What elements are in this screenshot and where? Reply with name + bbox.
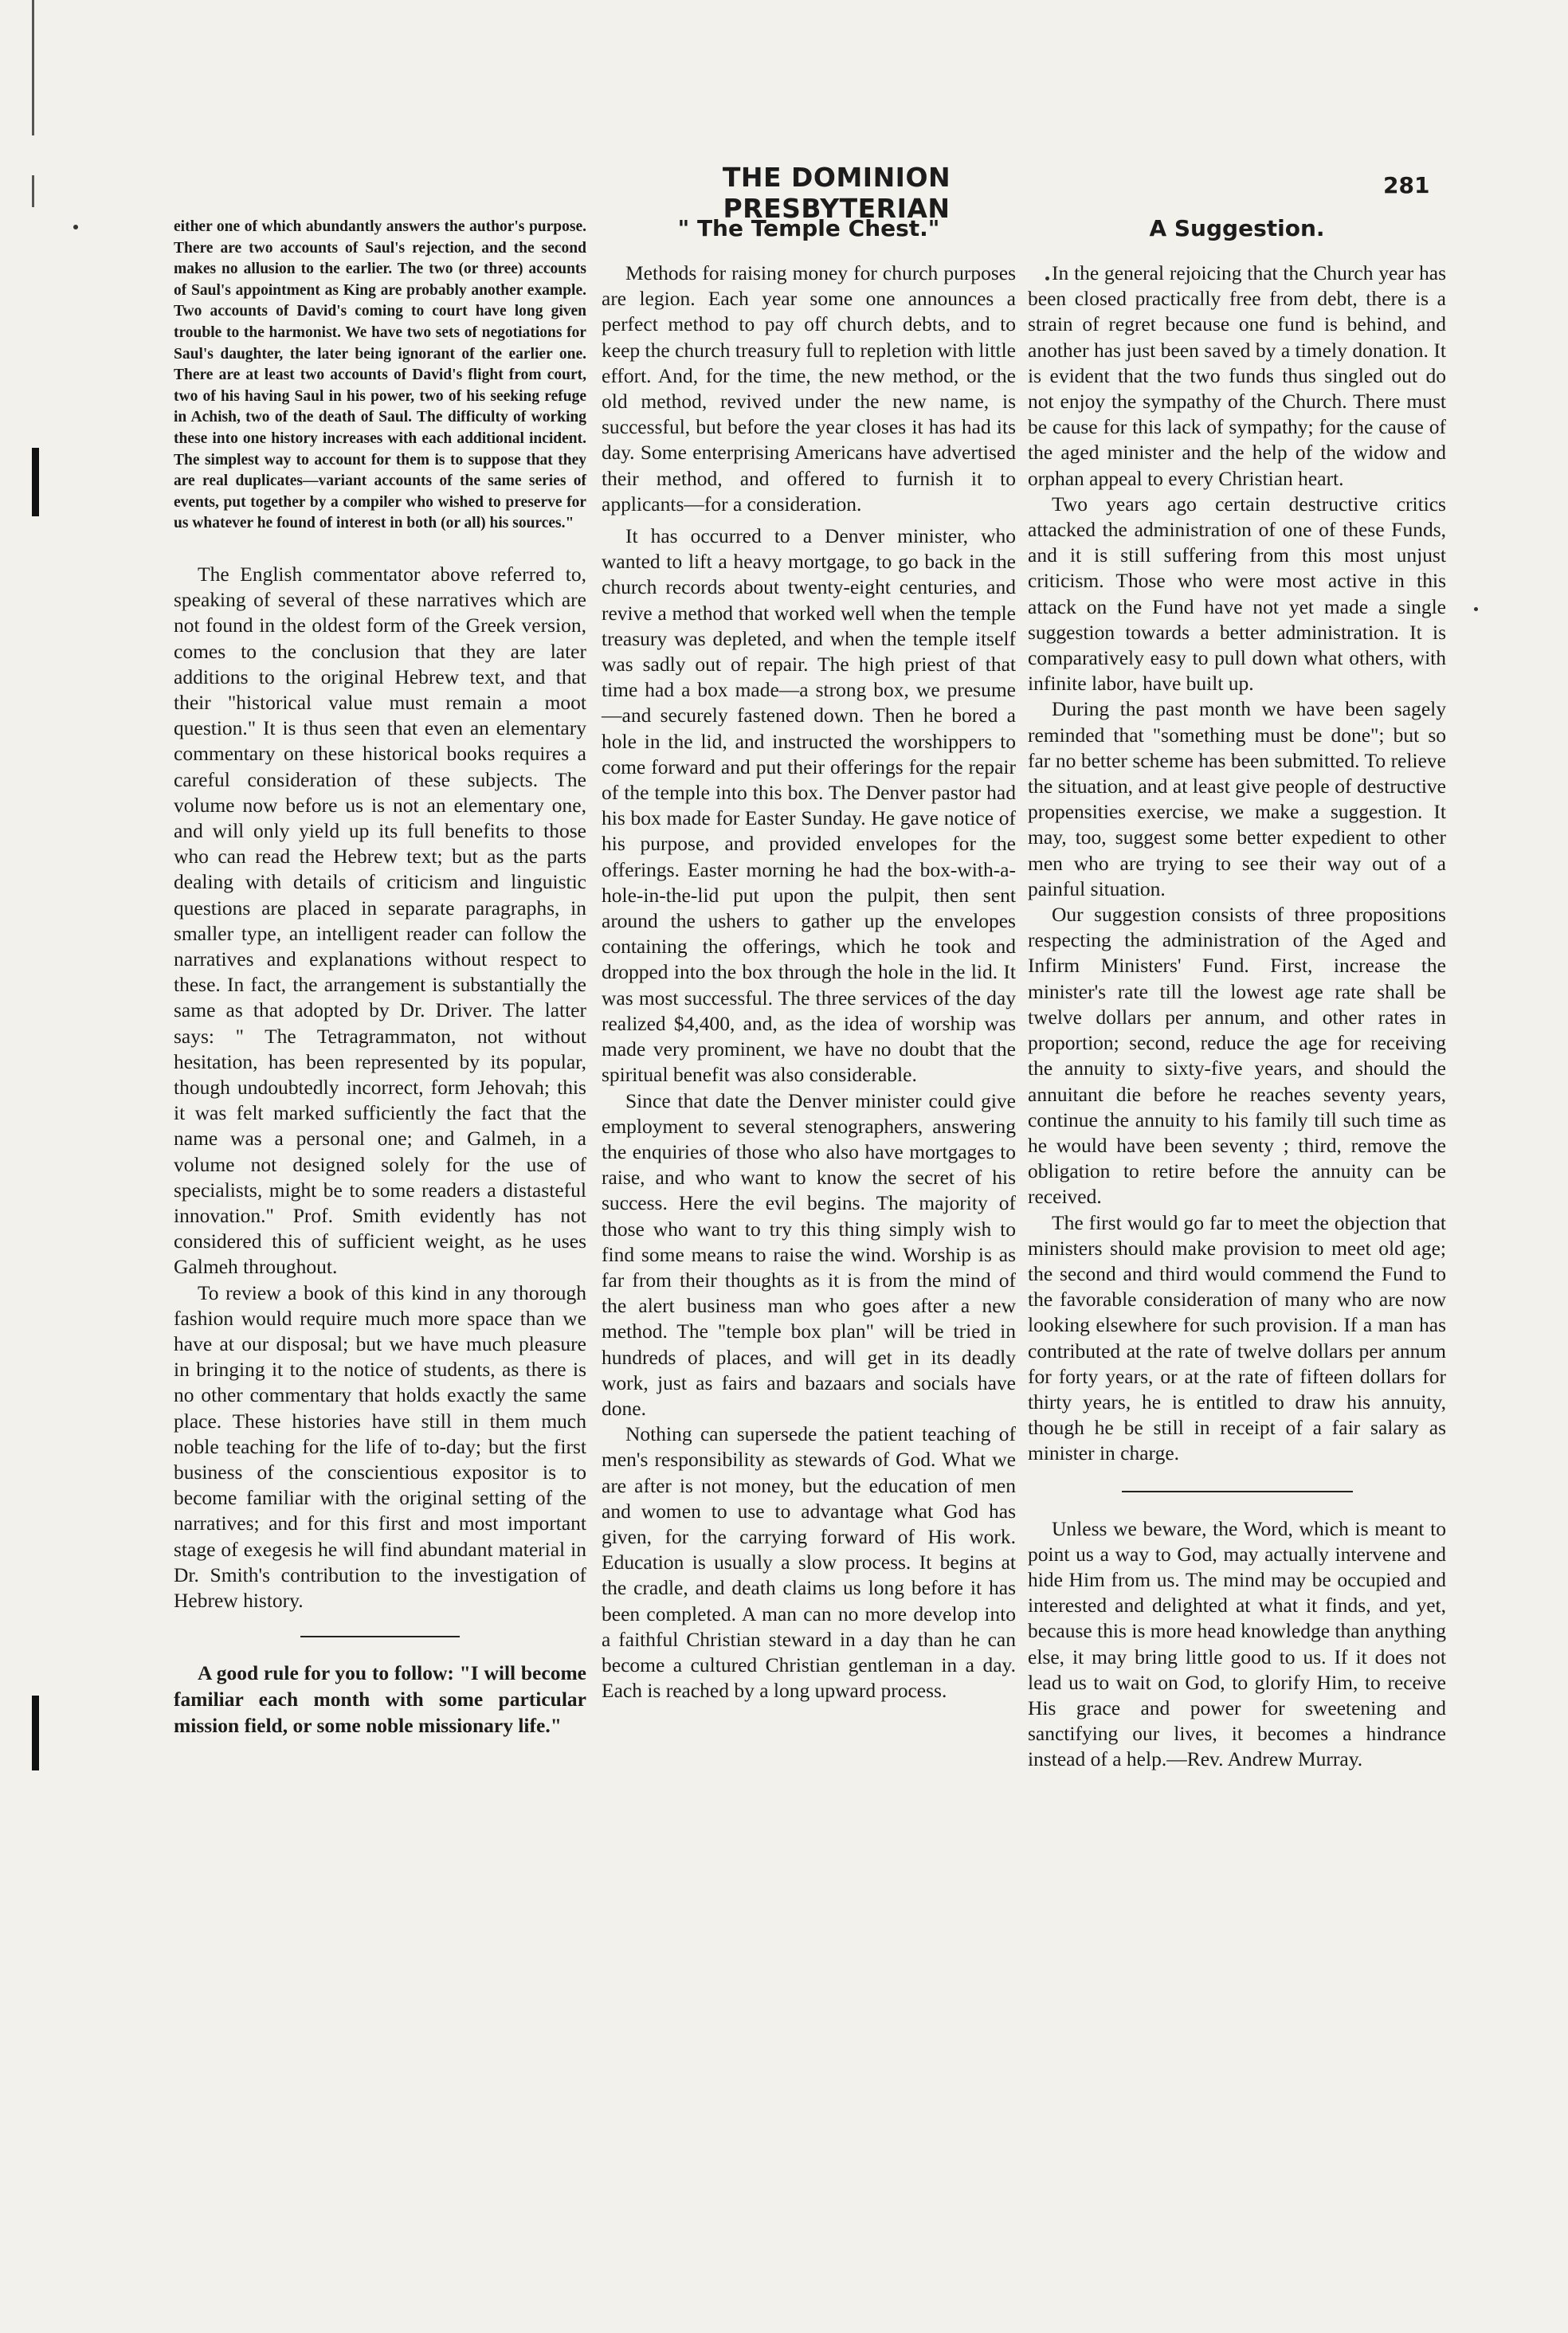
scan-speck	[1474, 607, 1478, 611]
article-heading-suggestion: A Suggestion.	[1149, 215, 1325, 241]
article-heading-temple-chest: " The Temple Chest."	[677, 215, 940, 241]
suggestion-paragraph-4: Our suggestion consists of three propositions respecting the administration of the Aged and Infirm Ministers' Fund. First, increase the minister's rate till the lowest age rate shall be twelve dollars per annum, and other rates in proportion; second, reduce the age for receiving the annuity to sixty-five years, and should the annuitant die before he reaches seventy years, continue the annuity to his family till such time as he would have been seventy ; third, remove the obligation to retire before the annuity can be received.	[1028, 903, 1446, 1209]
scan-speck	[1045, 276, 1049, 280]
temple-chest-paragraph-2: It has occurred to a Denver minister, who wanted to lift a heavy mortgage, to go back in the church records about twenty-eight centuries, and revive a method that worked well when the temple treasury was depleted, and when the temple itself was sadly out of repair. The high priest of that time had a box made—a strong box, we presume —and securely fastened down. Then he bored a hole in the lid, and instructed the worshippers to come forward and put their offerings for the repair of the temple into this box. The Denver pastor had his box made for Easter Sunday. He gave notice of his purpose, and provided envelopes for the offerings. Easter morning he had the box-with-a-hole-in-the-lid put upon the pulpit, then sent around the ushers to gather up the envelopes containing the offerings, which he took and dropped into the box through the hole in the lid. It was most successful. The three services of the day realized $4,400, and, as the idea of worship was made very prominent, we have no doubt that the spiritual benefit was also considerable.	[602, 524, 1016, 1087]
page-number: 281	[1383, 172, 1430, 198]
column-left	[174, 217, 586, 1739]
page-title: THE DOMINION PRESBYTERIAN	[722, 162, 951, 224]
temple-chest-paragraph-3: Since that date the Denver minister could give employment to several stenographers, answering the enquiries of those who also have mortgages to raise, and who want to know the secret of his success. Here the evil begins. The majority of those who want to try this thing simply wish to find some means to raise the wind. Worship is as far from their thoughts as it is from the mind of the alert business man who goes after a new method. The "temple box plan" will be tried in hundreds of places, and will get in its deadly work, just as fairs and bazaars and socials have done.	[602, 1088, 1016, 1420]
scan-mark	[32, 448, 39, 516]
review-paragraph-1: The English commentator above referred to, speaking of several of these narratives which are not found in the oldest form of the Greek version, comes to the conclusion that they are later additions to the original Hebrew text, and that their "historical value must remain a moot question." It is thus seen that even an elementary commentary on these historical books requires a careful consideration of these subjects. The volume now before us is not an elementary one, and will only yield up its full benefits to those who can read the Hebrew text; but as the parts dealing with details of criticism and linguistic questions are placed in separate paragraphs, in smaller type, an intelligent reader can follow the narratives and explanations without respect to these. In fact, the arrangement is substantially the same as that adopted by Dr. Driver. The latter says: " The Tetragrammaton, not without hesitation, has been represented by its popular, though undoubtedly incorrect, form Jehovah; this it was felt marked sufficiently the fact that the name was a personal one; and Galmeh, in a volume not designed solely for the use of specialists, might be to some readers a distasteful innovation." Prof. Smith evidently has not considered this of sufficient weight, as he uses Galmeh throughout.	[174, 562, 586, 1279]
scan-mark	[32, 175, 34, 207]
suggestion-paragraph-2: Two years ago certain destructive critics attacked the administration of one of these Funds, and it is still suffering from this most unjust criticism. Those who were most active in this attack on the Fund have not yet made a single suggestion towards a better administration. It is comparatively easy to pull down what others, with infinite labor, have built up.	[1028, 492, 1446, 696]
suggestion-paragraph-3: During the past month we have been sagely reminded that "something must be done"; but so far no better scheme has been submitted. To relieve the situation, and at least give people of destructive propensities exercise, we make a suggestion. It may, too, suggest some better expedient to other men who are trying to see their way out of a painful situation.	[1028, 697, 1446, 900]
mission-rule-note: A good rule for you to follow: "I will become familiar each month with some particular mission field, or some noble missionary life."	[174, 1661, 586, 1738]
temple-chest-paragraph-4: Nothing can supersede the patient teaching of men's responsibility as stewards of God. What we are after is not money, but the education of men and women to use to advantage what God has given, for the carrying forward of His work. Education is usually a slow process. It begins at the cradle, and death claims us long before it has been completed. A man can no more develop into a faithful Christian steward in a day than he can become a cultured Christian gentleman in a day. Each is reached by a long upward process.	[602, 1422, 1016, 1703]
suggestion-paragraph-1: In the general rejoicing that the Church year has been closed practically free from debt, there is a strain of regret because one fund is behind, and another has just been saved by a timely donation. It is evident that the two funds thus singled out do not enjoy the sympathy of the Church. There must be cause for this lack of sympathy; for the cause of the aged minister and the help of the widow and orphan appeal to every Christian heart.	[1028, 261, 1446, 490]
scan-speck	[73, 225, 78, 229]
quoted-passage: either one of which abundantly answers the author's purpose. There are two accounts of Saul's rejection, and the second makes no allusion to the earlier. The two (or three) accounts of Saul's appointment as King are probably another example. Two accounts of David's coming to court have long given trouble to the harmonist. We have two sets of negotiations for Saul's daughter, the later being ignorant of the earlier one. There are at least two accounts of David's flight from court, two of his having Saul in his power, two of his seeking refuge in Achish, two of the death of Saul. The difficulty of working these into one history increases with each additional incident. The simplest way to account for them is to suppose that they are real duplicates—variant accounts of the same series of events, put together by a compiler who wished to preserve for us whatever he found of interest in both (or all) his sources."	[174, 218, 586, 532]
scan-mark	[32, 1696, 39, 1770]
scan-mark	[32, 0, 34, 135]
murray-quote: Unless we beware, the Word, which is meant to point us a way to God, may actually intervene and hide Him from us. The mind may be occupied and interested and delighted at what it finds, and yet, because this is more head knowledge than anything else, it may bring little good to us. If it does not lead us to wait on God, to glorify Him, to receive His grace and power for sweetening and sanctifying our lives, it becomes a hindrance instead of a help.—Rev. Andrew Murray.	[1028, 1516, 1446, 1771]
column-middle	[602, 215, 1016, 1704]
column-right	[1028, 215, 1446, 1773]
review-paragraph-2: To review a book of this kind in any thorough fashion would require much more space than we have at our disposal; but we have much pleasure in bringing it to the notice of students, as there is no other commentary that holds exactly the same place. These histories have still in them much noble teaching for the life of to-day; but the first business of the conscientious expositor is to become familiar with the original setting of the narratives; and for this first and most important stage of exegesis he will find abundant material in Dr. Smith's contribution to the investigation of Hebrew history.	[174, 1280, 586, 1613]
suggestion-paragraph-5: The first would go far to meet the objection that ministers should make provision to meet old age; the second and third would commend the Fund to the favorable consideration of many who are now looking elsewhere for such provision. If a man has contributed at the rate of twelve dollars per annum for forty years, or at the rate of fifteen dollars for thirty years, he is entitled to draw his annuity, though he be still in receipt of a fair salary as minister in charge.	[1028, 1210, 1446, 1465]
temple-chest-paragraph-1: Methods for raising money for church purposes are legion. Each year some one announces a perfect method to pay off church debts, and to keep the church treasury full to repletion with little effort. And, for the time, the new method, or the old method, revived under the new name, is successful, but before the year closes it has had its day. Some enterprising Americans have advertised their method, and offered to furnish it to applicants—for a consideration.	[602, 261, 1016, 516]
